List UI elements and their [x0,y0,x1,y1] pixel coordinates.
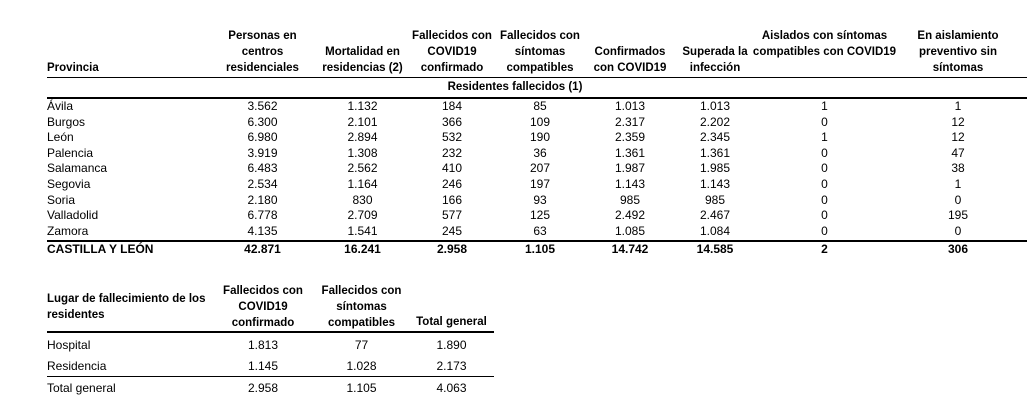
table-cell: 1 [821,130,828,145]
table-cell: 1.132 [347,99,378,113]
table-cell: 85 [533,99,547,113]
table-cell: 38 [951,161,965,176]
table-cell: 1.361 [614,145,646,160]
table-cell: 2.317 [614,114,646,129]
table-cell: Soria [47,192,76,207]
table-cell: 410 [441,161,463,176]
table-cell: Ávila [47,99,74,113]
table-cell: 985 [704,192,726,207]
col-header-lugar: Lugar de fallecimiento de los residentes [47,293,206,321]
table-cell: 42.871 [244,242,281,257]
table-cell: 6.300 [247,114,278,129]
col-header-t2-confirmado: Fallecidos con COVID19 confirmado [223,285,303,329]
table-cell: 2.492 [614,208,646,223]
table-cell: 1.164 [347,177,378,191]
table-cell: 47 [951,145,965,160]
table-cell: 532 [441,130,463,145]
table-cell: 1.541 [347,223,378,238]
table-cell: 1.105 [346,381,377,395]
table-cell: Salamanca [47,161,108,176]
table-cell: 577 [441,208,463,223]
table-cell: 1.987 [614,161,646,176]
table-cell: 1 [954,99,962,113]
table-cell: 1.813 [247,338,279,352]
col-header-superada: Superada la infección [682,46,748,74]
table-cell: 1.013 [699,99,731,113]
table-cell: 63 [533,223,547,238]
table-cell: 166 [441,192,463,207]
table-cell: 93 [533,192,547,207]
table-cell: 4.135 [247,223,278,238]
col-header-aislados: Aislados con síntomas compatibles con COVID19 [752,30,897,58]
header-divider [47,77,1027,78]
table-cell: 1 [954,177,962,191]
table-cell: 1 [821,99,828,113]
table-cell: 6.980 [247,130,278,145]
col-header-t2-sintomas: Fallecidos con síntomas compatibles [321,285,402,329]
table-cell: 0 [954,223,962,238]
table-cell: 0 [954,192,962,207]
table-cell: Total general [47,381,116,395]
table-row [47,224,1027,240]
table-cell: Residencia [47,359,107,373]
table-cell: 77 [354,338,369,352]
table-cell: Segovia [47,177,91,191]
table-cell: Palencia [47,145,94,160]
table-row [47,161,1027,177]
table-cell: 1.143 [699,177,731,191]
table-cell: 14.742 [611,242,649,257]
table-cell: 0 [821,161,828,176]
col-header-confirmados: Confirmados con COVID19 [593,46,667,74]
table-cell: 1.985 [699,161,731,176]
table-cell: 1.145 [247,359,279,373]
table-cell: 245 [441,223,463,238]
table-cell: Burgos [47,114,86,129]
table-cell: 306 [947,242,969,257]
t2-total-divider [47,376,494,377]
table-cell: 2.562 [347,161,378,176]
table-cell: 830 [352,192,373,207]
col-header-fallecidos-confirmado: Fallecidos con COVID19 confirmado [412,30,492,74]
table-cell: 366 [441,114,463,129]
table-cell: 232 [441,145,463,160]
table-row [47,337,497,359]
table-cell: 0 [821,145,828,160]
col-header-provincia: Provincia [47,62,99,74]
table-cell: 1.890 [436,338,467,352]
subheader-residentes-fallecidos: Residentes fallecidos (1) [447,81,583,93]
table-cell: 985 [619,192,641,207]
table-cell: Zamora [47,223,89,238]
table-cell: 6.778 [247,208,278,223]
table-cell: 2.202 [699,114,731,129]
table-cell: 2.958 [247,381,279,395]
table-cell: 1.085 [614,223,646,238]
table-cell: 2 [821,242,828,257]
table-cell: 190 [529,130,551,145]
table-cell: 6.483 [247,161,278,176]
table-row [47,208,1027,224]
col-header-t2-total: Total general [416,316,487,328]
table-cell: 36 [533,145,547,160]
table-cell: 3.919 [247,145,278,160]
table-cell: 14.585 [696,242,734,257]
col-header-mortalidad: Mortalidad en residencias (2) [322,46,403,74]
table-cell: 0 [821,208,828,223]
col-header-aislamiento-preventivo: En aislamiento preventivo sin síntomas [917,30,999,74]
table-cell: 12 [951,130,965,145]
table-cell: 125 [529,208,551,223]
col-header-personas: Personas en centros residenciales [226,30,299,74]
t2-header-divider [47,331,494,333]
table-cell: 1.028 [346,359,377,373]
table-cell: 1.361 [699,145,731,160]
table-row [47,99,1027,115]
table-cell: 246 [441,177,463,191]
table-cell: 195 [947,208,969,223]
table-cell: 2.173 [436,359,467,373]
table-cell: 2.467 [699,208,731,223]
table-cell: 12 [951,114,965,129]
table-cell: 2.958 [436,242,468,257]
table-row [47,115,1027,131]
table-cell: 207 [529,161,551,176]
total-row [47,380,497,402]
table-cell: 1.143 [614,177,646,191]
table-cell: 0 [821,223,828,238]
table-cell: 0 [821,192,828,207]
table-row [47,146,1027,162]
table-cell: 2.709 [347,208,378,223]
table-cell: Valladolid [47,208,99,223]
table-cell: Hospital [47,338,91,352]
table-cell: 2.359 [614,130,646,145]
total-row [47,242,1027,258]
table-cell: 3.562 [247,99,278,113]
table-cell: 1.308 [347,145,378,160]
table-cell: 197 [529,177,551,191]
table-cell: 109 [529,114,551,129]
table-cell: 0 [821,177,828,191]
table-row [47,177,1027,193]
table-cell: 1.084 [699,223,731,238]
table-cell: 1.013 [614,99,646,113]
table-row [47,130,1027,146]
table-cell: 1.105 [524,242,556,257]
table-cell: 2.101 [347,114,378,129]
table-cell: 2.180 [247,192,278,207]
table-cell: León [47,130,74,145]
table-cell: 0 [821,114,828,129]
table-cell: 16.241 [344,242,381,257]
table-row [47,193,1027,209]
table-cell: CASTILLA Y LEÓN [47,242,154,257]
table-cell: 184 [441,99,463,113]
table-cell: 4.063 [436,381,467,395]
table-cell: 2.345 [699,130,731,145]
col-header-fallecidos-sintomas: Fallecidos con síntomas compatibles [500,30,580,74]
table-cell: 2.894 [347,130,378,145]
table-cell: 2.534 [247,177,278,191]
